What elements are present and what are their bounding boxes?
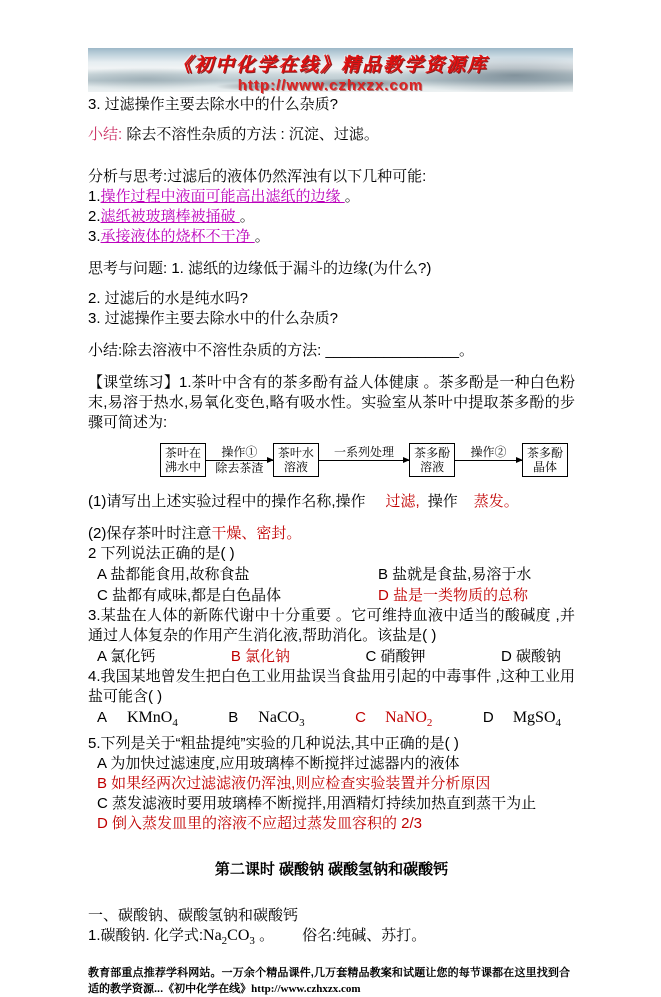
chemical-formula: NaNO$_2$ xyxy=(385,709,433,730)
q1-prefix: (1)请写出上述实验过程中的操作名称,操作 xyxy=(88,493,366,510)
arrow-line xyxy=(206,460,273,461)
q1-answer-2: 蒸发。 xyxy=(473,493,519,510)
question-line-3: 3. 过滤操作主要去除水中的什么杂质? xyxy=(88,96,339,113)
q1-answer-1: 过滤, xyxy=(385,493,420,510)
summary-line-2 xyxy=(88,341,575,361)
section-subheading: 一、碳酸钠、碳酸氢钠和碳酸钙 xyxy=(88,907,299,925)
mc4-options-row xyxy=(88,707,575,734)
flow-box-polyphenol-solution: 茶多酚溶液 xyxy=(409,443,455,477)
arrow-line xyxy=(455,460,522,461)
mc-option: C 蒸发滤液时要用玻璃棒不断搅拌,用酒精灯持续加热直到蒸干为止 xyxy=(97,795,537,813)
arrow1-bottom-label: 除去茶渣 xyxy=(215,460,264,475)
summary-line-1 xyxy=(88,125,575,145)
item-number: 3. xyxy=(88,228,101,245)
flow-arrow-3 xyxy=(455,445,522,476)
arrow3-top-label: 操作② xyxy=(470,444,507,459)
mc-option: D 倒入蒸发皿里的溶液不应超过蒸发皿容积的 2/3 xyxy=(97,815,423,833)
banner-url-link[interactable]: http://www.czhxzx.com xyxy=(237,77,424,94)
mc-option: B 氯化钠 xyxy=(230,648,291,665)
item-prefix: 1.碳酸钠. 化学式: xyxy=(88,927,204,945)
footer-url-link[interactable]: http://www.czhxzx.com xyxy=(251,983,361,996)
mc-option xyxy=(97,707,178,734)
fill-in-answer: 承接液体的烧杯不干净 xyxy=(100,228,255,245)
mc-option: C 硝酸钾 xyxy=(365,648,426,665)
analysis-item xyxy=(88,207,575,227)
mc4-stem: 4.我国某地曾发生把白色工业用盐误当食盐用引起的中毒事件 ,这种工业用盐可能含( ) xyxy=(88,668,575,705)
flow-box-tea-solution: 茶叶水溶液 xyxy=(273,443,319,477)
fill-in-answer: 操作过程中液面可能高出滤纸的边缘 xyxy=(100,188,345,205)
banner-title: 《初中化学在线》精品教学资源库 xyxy=(172,55,488,76)
analysis-title: 分析与思考:过滤后的液体仍然浑浊有以下几种可能: xyxy=(88,168,427,185)
mc-option: B 盐就是食盐,易溶于水 xyxy=(378,566,532,583)
mc-option: A 为加快过滤速度,应用玻璃棒不断搅拌过滤器内的液体 xyxy=(97,755,460,773)
chemical-formula: NaCO$_3$ xyxy=(258,709,305,730)
mc-option: D 碳酸钠 xyxy=(500,648,561,665)
option-letter: D xyxy=(482,709,494,726)
mc2-stem: 2 下列说法正确的是( ) xyxy=(88,545,235,562)
chemical-formula: KMnO$_4$ xyxy=(127,709,178,730)
item-tail: 。 xyxy=(254,228,270,245)
item-tail: 。 xyxy=(239,208,255,225)
mc5-stem: 5.下列是关于“粗盐提纯”实验的几种说法,其中正确的是( ) xyxy=(88,735,459,753)
item-mid: 。 xyxy=(254,927,275,945)
item-tail: 俗名:纯碱、苏打。 xyxy=(302,927,427,945)
summary2-tail: 。 xyxy=(459,342,475,359)
section-heading: 第二课时 碳酸钠 碳酸氢钠和碳酸钙 xyxy=(214,861,449,879)
q2-answer: 干燥、密封。 xyxy=(211,525,302,542)
summary-text: 除去不溶性杂质的方法 : 沉淀、过滤。 xyxy=(122,126,379,143)
mc-option xyxy=(228,707,304,734)
footer-text: 教育部重点推荐学科网站。一万余个精品课件,几万套精品教案和试题让您的每节课都在这里找到合适的教学资源...《初中化学在线》 xyxy=(88,967,570,996)
item-number: 2. xyxy=(88,208,101,225)
flow-arrow-2 xyxy=(319,445,409,476)
mc3-options-row xyxy=(88,646,575,667)
flow-arrow-1 xyxy=(206,445,273,476)
flow-box-tea-in-water: 茶叶在沸水中 xyxy=(160,443,206,477)
practice-intro: 【课堂练习】1.茶叶中含有的茶多酚有益人体健康 。茶多酚是一种白色粉末,易溶于热水,易氧化变色,略有吸水性。实验室从茶叶中提取茶多酚的步骤可简述为: xyxy=(88,374,575,431)
mc-option: C 盐都有咸味,都是白色晶体 xyxy=(97,587,282,604)
item-tail: 。 xyxy=(344,188,360,205)
think-question-2: 2. 过滤后的水是纯水吗? xyxy=(88,290,249,307)
summary2-prefix: 小结:除去溶液中不溶性杂质的方法: xyxy=(88,342,326,359)
q1-mid: 操作 xyxy=(427,493,458,510)
mc-option xyxy=(483,707,561,734)
mc2-options-row-2 xyxy=(88,585,575,606)
flow-box-polyphenol-crystal: 茶多酚晶体 xyxy=(522,443,568,477)
practice-q1 xyxy=(88,492,575,512)
q2-prefix: (2)保存茶叶时注意 xyxy=(88,525,212,542)
practice-q2 xyxy=(88,524,575,544)
summary-label: 小结: xyxy=(88,126,123,143)
mc-option: D 盐是一类物质的总称 xyxy=(378,587,529,604)
soda-item xyxy=(88,926,575,951)
mc-option xyxy=(355,707,432,734)
banner-text xyxy=(88,50,573,94)
chemical-formula: $Na_2CO_3$ xyxy=(203,927,255,948)
mc-option: A 氯化钙 xyxy=(97,648,156,665)
think-question-3: 3. 过滤操作主要去除水中的什么杂质? xyxy=(88,310,339,327)
option-letter: C xyxy=(355,709,366,726)
analysis-item xyxy=(88,227,575,247)
arrow-line xyxy=(319,460,409,461)
item-number: 1. xyxy=(88,188,101,205)
site-banner[interactable] xyxy=(88,48,573,92)
arrow2-top-label: 一系列处理 xyxy=(333,444,394,459)
analysis-item xyxy=(88,187,575,207)
mc3-stem: 3.某盐在人体的新陈代谢中十分重要 。它可维持血液中适当的酸碱度 ,并通过人体复杂的作用产生消化液,帮助消化。该盐是( ) xyxy=(88,607,575,644)
mc-option: A 盐都能食用,故称食盐 xyxy=(97,566,250,583)
chemical-formula: MgSO$_4$ xyxy=(512,709,561,730)
mc2-options-row-1 xyxy=(88,564,575,585)
page-footer xyxy=(88,965,570,997)
answer-blank: ________________ xyxy=(325,342,459,359)
fill-in-answer: 滤纸被玻璃棒被捅破 xyxy=(100,208,240,225)
option-letter: A xyxy=(97,709,108,726)
arrow1-top-label: 操作① xyxy=(221,444,258,459)
mc-option: B 如果经两次过滤滤液仍浑浊,则应检查实验装置并分析原因 xyxy=(97,775,491,793)
flow-diagram xyxy=(160,436,568,484)
think-question-1: 思考与问题: 1. 滤纸的边缘低于漏斗的边缘(为什么?) xyxy=(88,260,432,277)
option-letter: B xyxy=(228,709,239,726)
